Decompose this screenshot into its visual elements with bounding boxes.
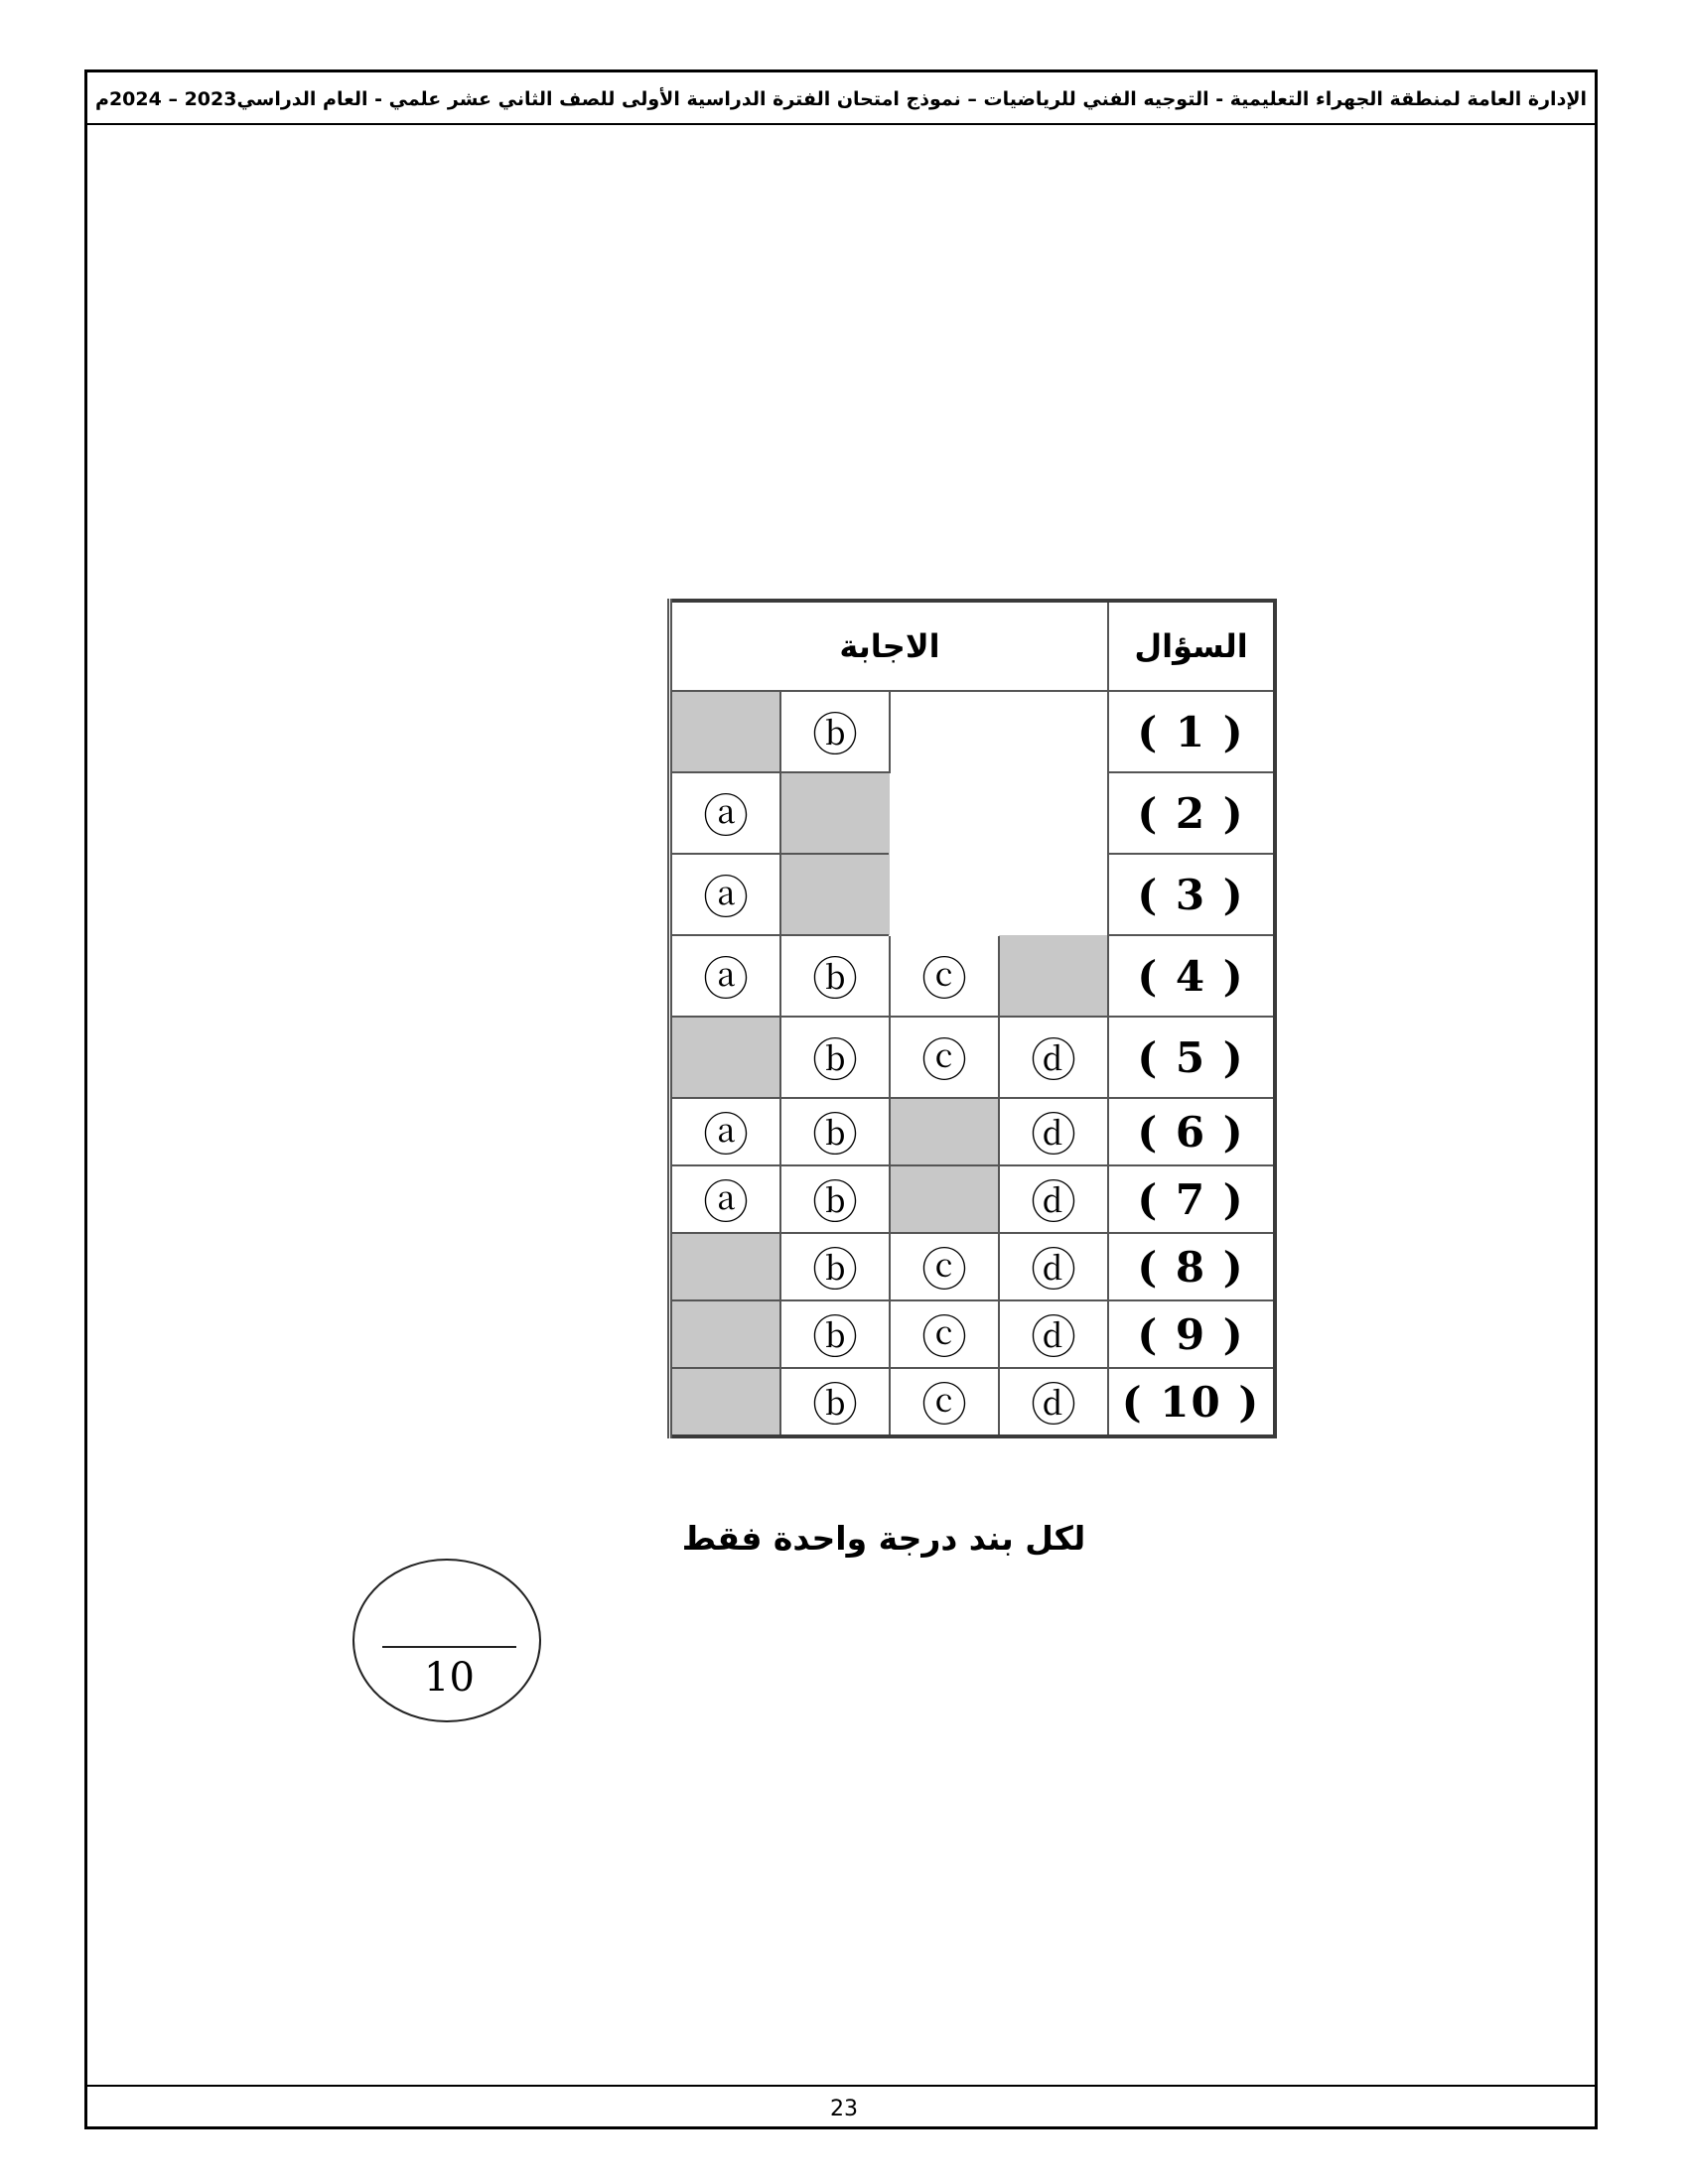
table-header-row — [670, 601, 1276, 691]
option-b-marked — [780, 854, 890, 935]
page-number: 23 — [830, 2097, 858, 2121]
option-a: ⓐ — [670, 1098, 781, 1165]
question-label: ( 10 ) — [1108, 1368, 1275, 1436]
option-c: ⓒ — [890, 1300, 999, 1368]
question-label: ( 2 ) — [1108, 772, 1275, 854]
option-a-marked — [670, 1368, 781, 1436]
table-row — [670, 1017, 1276, 1098]
option-b: ⓑ — [780, 1165, 890, 1233]
option-d: ⓓ — [999, 1368, 1108, 1436]
option-d: ⓓ — [999, 1017, 1108, 1098]
question-label: ( 9 ) — [1108, 1300, 1275, 1368]
question-label: ( 6 ) — [1108, 1098, 1275, 1165]
header-divider — [87, 123, 1595, 125]
grading-note: لكل بند درجة واحدة فقط — [681, 1519, 1086, 1558]
option-c: ⓒ — [890, 1233, 999, 1300]
option-a: ⓐ — [670, 854, 781, 935]
option-d: ⓓ — [999, 1233, 1108, 1300]
option-b: ⓑ — [780, 1017, 890, 1098]
table-row — [670, 1165, 1276, 1233]
option-d: ⓓ — [999, 1300, 1108, 1368]
table-row — [670, 935, 1276, 1017]
option-a: ⓐ — [670, 772, 781, 854]
table-row — [670, 1233, 1276, 1300]
option-d: ⓓ — [999, 1098, 1108, 1165]
option-c: ⓒ — [890, 1017, 999, 1098]
option-c: ⓒ — [890, 1368, 999, 1436]
question-label: ( 3 ) — [1108, 854, 1275, 935]
footer-divider — [87, 2085, 1595, 2087]
option-b-marked — [780, 772, 890, 854]
option-a-marked — [670, 1017, 781, 1098]
option-a: ⓐ — [670, 935, 781, 1017]
table-row — [670, 691, 1276, 772]
table-row — [670, 1098, 1276, 1165]
score-total: 10 — [424, 1655, 475, 1701]
question-label: ( 8 ) — [1108, 1233, 1275, 1300]
question-column-header: السؤال — [1108, 601, 1275, 691]
unused-options — [890, 691, 1108, 935]
table-row — [670, 1300, 1276, 1368]
option-a-marked — [670, 1300, 781, 1368]
option-c-marked — [890, 1098, 999, 1165]
option-a: ⓐ — [670, 1165, 781, 1233]
question-label: ( 1 ) — [1108, 691, 1275, 772]
option-b: ⓑ — [780, 1368, 890, 1436]
answer-table — [667, 599, 1277, 1438]
question-label: ( 7 ) — [1108, 1165, 1275, 1233]
score-line — [382, 1646, 516, 1648]
option-c: ⓒ — [890, 935, 999, 1017]
option-b: ⓑ — [780, 935, 890, 1017]
option-c-marked — [890, 1165, 999, 1233]
answer-column-header: الاجابة — [670, 601, 1109, 691]
option-a-marked — [670, 691, 781, 772]
option-a-marked — [670, 1233, 781, 1300]
question-label: ( 4 ) — [1108, 935, 1275, 1017]
option-b: ⓑ — [780, 1098, 890, 1165]
option-d: ⓓ — [999, 1165, 1108, 1233]
table-row — [670, 1368, 1276, 1436]
question-label: ( 5 ) — [1108, 1017, 1275, 1098]
option-d-marked — [999, 935, 1108, 1017]
option-b: ⓑ — [780, 1233, 890, 1300]
option-b: ⓑ — [780, 1300, 890, 1368]
page-header: الإدارة العامة لمنطقة الجهراء التعليمية - التوجيه الفني للرياضيات – نموذج امتحان الفترة الدراسية الأولى للصف الثاني عشر علمي - العام الدراسي2023 – 2024م — [95, 88, 1587, 110]
option-b: ⓑ — [780, 691, 890, 772]
